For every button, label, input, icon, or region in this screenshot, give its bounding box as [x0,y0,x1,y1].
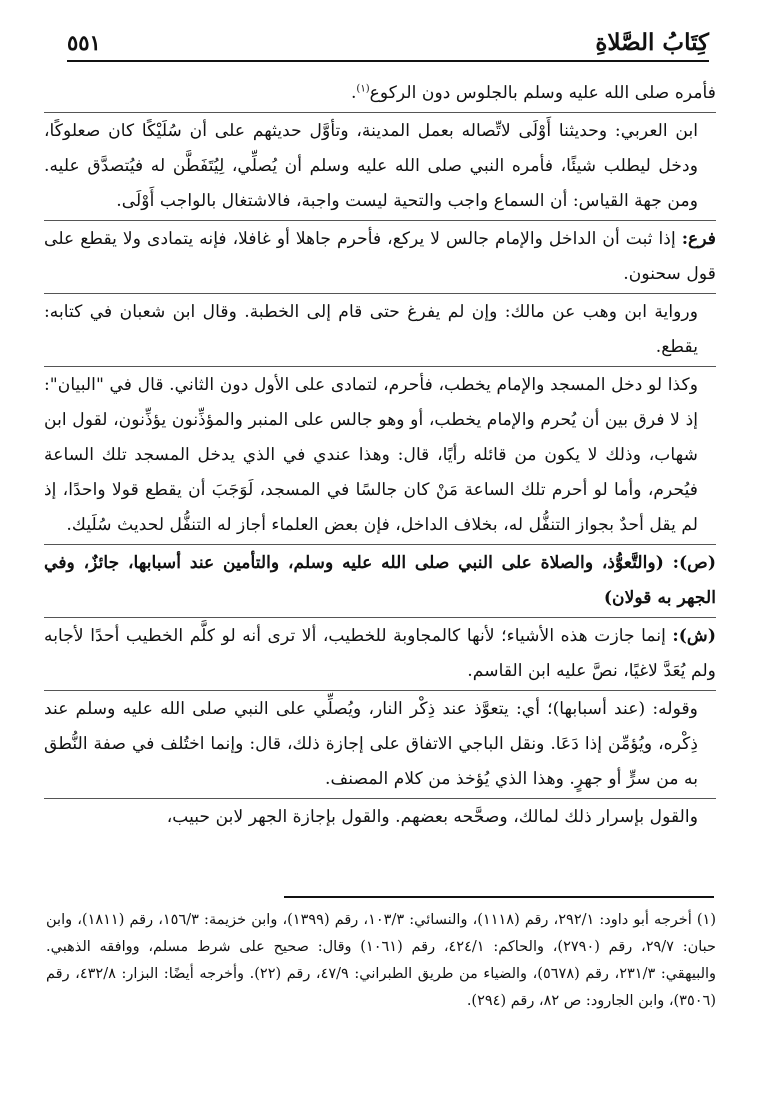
paragraph-divider [44,366,716,367]
paragraph-2: ابن العربي: وحديثنا أَوْلَى لاتِّصاله بعمل المدينة، وتأوَّل حديثهم على أن سُلَيْكًا كان صعلوكًا، ودخل ليطلب شيئًا، فأمره النبي صلى الله عليه وسلم أن يُصلِّي، لِيُتَفَطَّن له فيُتصدَّق عليه. ومن جهة القياس: أن السماع واجب والتحية ليست واجبة، فالاشتغال بالواجب أَوْلَى. [44,121,698,211]
paragraph-1-end: . [350,83,357,103]
footnote-ref-1: (١) [356,83,370,95]
footnotes [46,907,716,1015]
paragraph-1-text: فأمره صلى الله عليه وسلم بالجلوس دون الركوع [369,83,716,103]
matn-paragraph: (ص): (والتَّعوُّذ، والصلاة على النبي صلى الله عليه وسلم، والتأمين عند أسبابها، جائزٌ، وفي الجهر به قولان) [44,553,716,608]
paragraph-9: والقول بإسرار ذلك لمالك، وصحَّحه بعضهم. والقول بإجازة الجهر لابن حبيب، [166,807,698,827]
paragraph-1 [44,76,716,111]
paragraph-4: ورواية ابن وهب عن مالك: وإن لم يفرغ حتى قام إلى الخطبة. وقال ابن شعبان في كتابه: يقطع. [44,302,698,357]
paragraph-5: وكذا لو دخل المسجد والإمام يخطب، فأحرم، لتمادى على الأول دون الثاني. قال في "البيان": إذ لا فرق بين أن يُحرم والإمام يخطب، أو وهو جالس على المنبر والمؤذِّنون يؤذِّنون، لقول ابن شهاب، وذلك لا يكون من قائله رأيًا، قال: وهذا عندي في الذي يدخل المسجد تلك الساعة فيُحرم، وأما لو أحرم تلك الساعة مَنْ كان جالسًا في المسجد، لَوَجَبَ أن يقطع قولا واحدًا، إذ لم يقل أحدٌ بجواز التنفُّل له، بخلاف الداخل، فإن بعض العلماء أجاز له التنفُّل لحديث سُلَيك. [44,375,698,535]
paragraph-divider [44,544,716,545]
paragraph-8: وقوله: (عند أسبابها)؛ أي: يتعوَّذ عند ذِكْر النار، ويُصلِّي على النبي صلى الله عليه وسلم عند ذِكْره، ويُؤمِّن إذا دَعَا. ونقل الباجي الاتفاق على إجازة ذلك، قال: وإنما اختُلف في صفة النُّطق به من سرٍّ أو جهرٍ. وهذا الذي يُؤخذ من كلام المصنف. [44,699,698,789]
footnote-separator [284,896,714,898]
paragraph-divider [44,690,716,691]
far-label: فرع: [681,229,716,249]
paragraph-divider [44,220,716,221]
paragraph-divider [44,617,716,618]
sharh-label: (ش): [672,626,716,646]
page-number: ٥٥١ [67,30,101,55]
paragraph-divider [44,112,716,113]
main-text [44,76,716,835]
paragraph-3 [44,222,716,292]
paragraph-divider [44,798,716,799]
paragraph-3-text: إذا ثبت أن الداخل والإمام جالس لا يركع، فأحرم جاهلا أو غافلا، فإنه يتمادى ولا يقطع على قول سحنون. [44,229,716,284]
footnote-1: (١) أخرجه أبو داود: ٢٩٢/١، رقم (١١١٨)، والنسائي: ١٠٣/٣، رقم (١٣٩٩)، وابن خزيمة: ١٥٦/٣، رقم (١٨١١)، وابن حبان: ٢٩/٧، رقم (٢٧٩٠)، والحاكم: ٤٢٤/١، رقم (١٠٦١) وقال: صحيح على شرط مسلم، ووافقه الذهبي. والبيهقي: ٢٣١/٣، رقم (٥٦٧٨)، والضياء من طريق الطبراني: ٤٧/٩، رقم (٢٢). وأخرجه أيضًا: البزار: ٤٣٢/٨، رقم (٣٥٠٦)، وابن الجارود: ص ٨٢، رقم (٢٩٤). [46,912,717,1009]
running-header [67,28,709,62]
sharh-text: إنما جازت هذه الأشياء؛ لأنها كالمجاوبة للخطيب، ألا ترى أنه لو كلَّم الخطيب أحدًا لأجابه ولم يُعَدَّ لاغيًا، نصَّ عليه ابن القاسم. [44,626,716,681]
sharh-paragraph [44,619,716,689]
book-title: كِتَابُ الصَّلاةِ [595,29,709,56]
paragraph-divider [44,293,716,294]
